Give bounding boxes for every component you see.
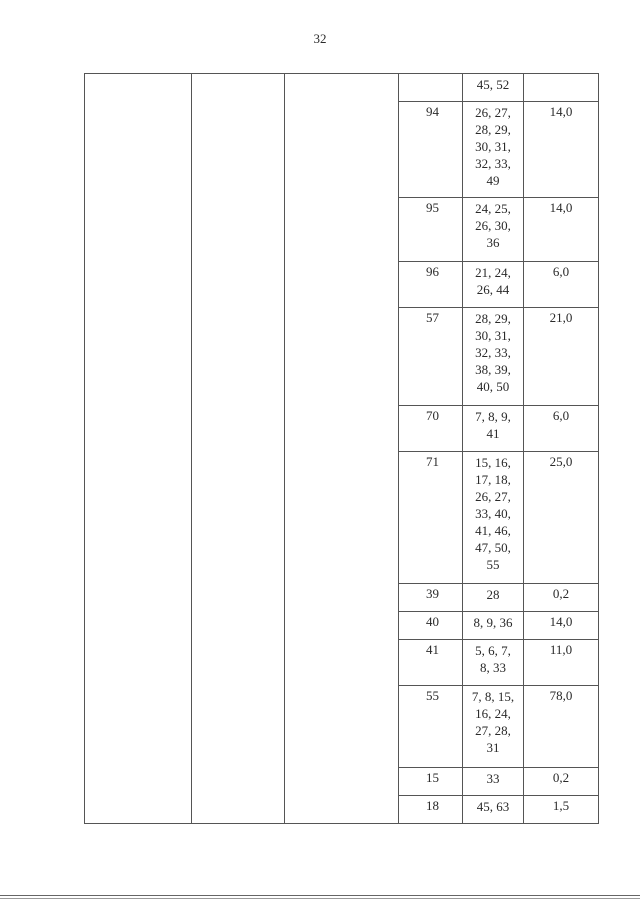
row-id-cell: 18 <box>399 796 463 824</box>
ref-line: 28, 29, <box>475 122 511 137</box>
bottom-rule-secondary <box>0 898 640 899</box>
row-value-cell: 78,0 <box>524 686 599 768</box>
ref-line: 33 <box>486 771 500 786</box>
row-refs-cell <box>463 308 524 406</box>
row-refs-cell <box>463 612 524 640</box>
row-value-cell: 1,5 <box>524 796 599 824</box>
row-id-cell: 57 <box>399 308 463 406</box>
merged-empty-cell <box>192 74 285 824</box>
ref-line: 7, 8, 15, <box>471 689 515 704</box>
row-value-cell: 6,0 <box>524 262 599 308</box>
row-refs-cell <box>463 796 524 824</box>
row-value-cell: 25,0 <box>524 452 599 584</box>
row-id-cell: 15 <box>399 768 463 796</box>
ref-line: 41 <box>486 426 500 441</box>
ref-line: 36 <box>486 235 500 250</box>
row-id-cell: 40 <box>399 612 463 640</box>
ref-line: 28 <box>486 587 500 602</box>
ref-line: 49 <box>486 173 500 188</box>
row-value-cell: 11,0 <box>524 640 599 686</box>
ref-line: 7, 8, 9, <box>475 409 511 424</box>
ref-line: 27, 28, <box>475 723 511 738</box>
row-id-cell: 94 <box>399 102 463 198</box>
row-id-cell: 70 <box>399 406 463 452</box>
row-value-cell: 6,0 <box>524 406 599 452</box>
table-row <box>85 74 599 102</box>
data-table <box>84 73 599 824</box>
ref-line: 32, 33, <box>475 156 511 171</box>
ref-line: 8, 9, 36 <box>473 615 513 630</box>
ref-line: 45, 52 <box>476 77 510 92</box>
row-id-cell: 55 <box>399 686 463 768</box>
row-value-cell: 14,0 <box>524 612 599 640</box>
row-value-cell: 21,0 <box>524 308 599 406</box>
row-refs-cell <box>463 102 524 198</box>
ref-line: 17, 18, <box>475 472 511 487</box>
row-refs-cell <box>463 74 524 102</box>
ref-line: 5, 6, 7, <box>475 643 511 658</box>
ref-line: 31 <box>486 740 500 755</box>
row-refs-cell <box>463 198 524 262</box>
ref-line: 21, 24, <box>475 265 511 280</box>
ref-line: 30, 31, <box>475 328 511 343</box>
ref-line: 41, 46, <box>475 523 511 538</box>
row-refs-cell <box>463 686 524 768</box>
row-refs-cell <box>463 640 524 686</box>
row-value-cell: 14,0 <box>524 102 599 198</box>
ref-line: 55 <box>486 557 500 572</box>
ref-line: 33, 40, <box>475 506 511 521</box>
row-value-cell <box>524 74 599 102</box>
ref-line: 26, 27, <box>475 105 511 120</box>
ref-line: 30, 31, <box>475 139 511 154</box>
row-id-cell: 71 <box>399 452 463 584</box>
row-id-cell: 96 <box>399 262 463 308</box>
row-refs-cell <box>463 584 524 612</box>
ref-line: 47, 50, <box>475 540 511 555</box>
merged-empty-cell <box>85 74 192 824</box>
ref-line: 26, 30, <box>475 218 511 233</box>
merged-empty-cell <box>285 74 399 824</box>
row-id-cell: 95 <box>399 198 463 262</box>
row-refs-cell <box>463 768 524 796</box>
ref-line: 16, 24, <box>475 706 511 721</box>
row-refs-cell <box>463 406 524 452</box>
ref-line: 24, 25, <box>475 201 511 216</box>
ref-line: 32, 33, <box>475 345 511 360</box>
ref-line: 45, 63 <box>476 799 510 814</box>
ref-line: 26, 44 <box>476 282 510 297</box>
row-id-cell: 41 <box>399 640 463 686</box>
ref-line: 8, 33 <box>480 660 506 675</box>
row-id-cell <box>399 74 463 102</box>
ref-line: 38, 39, <box>475 362 511 377</box>
bottom-rule <box>0 895 640 896</box>
row-value-cell: 0,2 <box>524 584 599 612</box>
row-refs-cell <box>463 452 524 584</box>
ref-line: 26, 27, <box>475 489 511 504</box>
row-value-cell: 0,2 <box>524 768 599 796</box>
page-number: 32 <box>313 31 327 46</box>
ref-line: 28, 29, <box>475 311 511 326</box>
row-id-cell: 39 <box>399 584 463 612</box>
ref-line: 40, 50 <box>476 379 510 394</box>
row-refs-cell <box>463 262 524 308</box>
row-value-cell: 14,0 <box>524 198 599 262</box>
ref-line: 15, 16, <box>475 455 511 470</box>
